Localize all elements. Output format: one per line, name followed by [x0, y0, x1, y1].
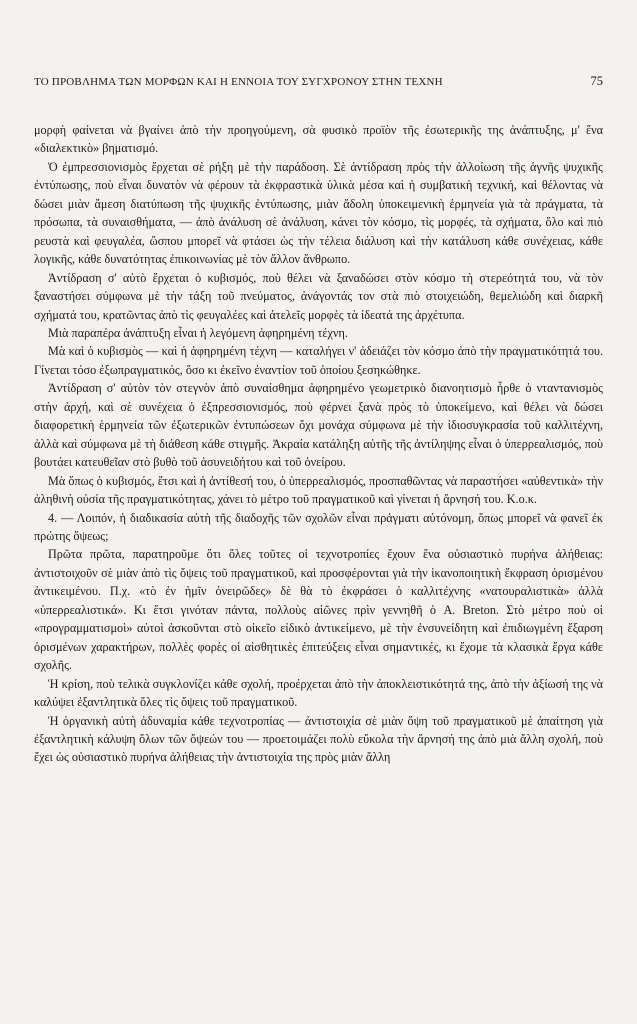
- paragraph: Ἀντίδραση σ' αὐτὸν τὸν στεγνὸν ἀπὸ συναίσθημα ἀφηρημένο γεωμετρικὸ διανοητισμὸ ἦρθε ὁ νταντανισμὸς στὴν ἀρχή, καὶ σὲ συνέχεια ὁ ἐξπρεσσιονισμός, ποὺ φέρνει ξανὰ πρὸς τὸ ὑποκείμενο, καὶ θέλει νὰ δώσει διαφορετικὴ ἑρμηνεία τῶν ἐξωτερικῶν ἐντυπώσεων ὄχι μονάχα σύμφωνα μὲ τὴν ἰδιοσυγκρασία τοῦ καλλιτέχνη, ἀλλὰ καὶ σύμφωνα μὲ τὴ διάθεση κάθε στιγμῆς. Ἀκραία κατάληξη αὐτῆς τῆς ἀντίληψης εἶναι ὁ ὑπερρεαλισμός, ποὺ βουτάει κατευθεῖαν στὸ βυθὸ τοῦ ἀσυνειδήτου καὶ τοῦ ὀνείρου.: [34, 381, 603, 470]
- paragraph: Μιὰ παραπέρα ἀνάπτυξη εἶναι ἡ λεγόμενη ἀφηρημένη τέχνη.: [48, 325, 348, 340]
- paragraph: Μὰ ὅπως ὁ κυβισμός, ἔτσι καὶ ἡ ἀντίθεσή του, ὁ ὑπερρεαλισμός, προσπαθῶντας νὰ παραστήσει «αὐθεντικὰ» τὴν ἀληθινὴ οὐσία τῆς πραγματικότητας, χάνει τὸ μέτρο τοῦ πραγματικοῦ καὶ γίνεται ἡ ἄρνησή του. Κ.ο.κ.: [34, 473, 603, 507]
- body-text: [34, 121, 603, 767]
- paragraph: Πρῶτα πρῶτα, παρατηροῦμε ὅτι ὅλες τοῦτες οἱ τεχνοτροπίες ἔχουν ἕνα οὐσιαστικὸ πυρήνα ἀλήθειας: ἀντιστοιχοῦν σὲ μιὰν ἀπὸ τὶς ὄψεις τοῦ πραγματικοῦ, καὶ προσφέρονται γιὰ τὴν ἱκανοποιητικὴ ἔκφραση ὁρισμένου ἀντικειμένου. Π.χ. «τὸ ἐν ἡμῖν ὀνειρῶδες» δὲ θὰ τὸ ἐκφράσει ὁ καλλιτέχνης «νατουραλιστικὰ» ἀλλὰ «ὑπερρεαλιστικά». Κι ἔτσι γινόταν πάντα, πολλοὺς αἰῶνες πρὶν γεννηθῆ ὁ A. Breton. Στὸ μέτρο ποὺ οἱ «προγραμματισμοὶ» αὐτοὶ ἀσκοῦνται στὸ οἰκεῖο εἰδικὸ ἀντικείμενο, μὲ τὴν ἐνσυνείδητη καὶ ἐπιδιωγμένη ἔξαρση ὁρισμένων χαρακτήρων, πολλὲς φορὲς οἱ αἰσθητικὲς ἐπιτεύξεις εἶναι σημαντικές, κι ἔχομε τὰ κλασικὰ ἔργα κάθε σχολῆς.: [34, 547, 603, 673]
- paragraph: Μὰ καὶ ὁ κυβισμὸς — καὶ ἡ ἀφηρημένη τέχνη — καταλήγει ν' ἀδειάζει τὸν κόσμο ἀπὸ τὴν πραγματικότητά του. Γίνεται τόσο ἐξωπραγματικός, ὅσο κι ἐκεῖνο ἐναντίον τοῦ ὁποίου ξεσηκώθηκε.: [34, 344, 603, 377]
- paragraph: Ἡ κρίση, ποὺ τελικὰ συγκλονίζει κάθε σχολή, προέρχεται ἀπὸ τὴν ἀποκλειστικότητά της, ἀπὸ τὴν ἀξίωσή της νὰ καλύψει ἐξαντλητικὰ ὅλες τὶς ὄψεις τοῦ πραγματικοῦ.: [34, 676, 603, 710]
- page-header: [34, 74, 603, 89]
- paragraph: Ὁ ἐμπρεσσιονισμὸς ἔρχεται σὲ ρήξη μὲ τὴν παράδοση. Σὲ ἀντίδραση πρὸς τὴν ἀλλοίωση τῆς ἁγνῆς ψυχικῆς ἐντύπωσης, ποὺ εἶναι δυνατὸν νὰ φέρουν τὰ ἐκφραστικὰ ὑλικὰ μέσα καὶ ἡ συμβατικὴ τεχνική, καὶ θέλοντας νὰ δώσει μιὰν ἄμεση διατύπωση τῆς ψυχικῆς ἐντύπωσης, μιὰν ἄδολη ὑποκειμενικὴ ἑρμηνεία γιὰ τὰ πράγματα, τὰ πρόσωπα, τὰ συναισθήματα, — ἀπὸ ἀνάλυση σὲ ἀνάλυση, κάνει τὸν κόσμο, τὶς μορφές, τὰ σχήματα, ὅλο καὶ πιὸ ρευστὰ καὶ φευγαλέα, ὥσπου μπορεῖ νὰ φτάσει ὡς τὴν τέλεια διάλυση καὶ τὴν κατάλυση κάθε συνέχειας, κάθε λογικῆς, κάθε δυνατότητας ἐπικοινωνίας μὲ τὸν ἄλλον ἄνθρωπο.: [34, 159, 603, 267]
- paragraph: μορφὴ φαίνεται νὰ βγαίνει ἀπὸ τὴν προηγούμενη, σὰ φυσικὸ προϊὸν τῆς ἐσωτερικῆς της ἀνάπτυξης, μ' ἕνα «διαλεκτικὸ» βηματισμό.: [34, 123, 603, 156]
- paragraph: 4. — Λοιπόν, ἡ διαδικασία αὐτὴ τῆς διαδοχῆς τῶν σχολῶν εἶναι πράγματι αὐτόνομη, ὅπως μπορεῖ νὰ φανεῖ ἐκ πρώτης ὄψεως;: [34, 510, 603, 543]
- paragraph: Ἡ ὀργανικὴ αὐτὴ ἀδυναμία κάθε τεχνοτροπίας — ἀντιστοιχία σὲ μιὰν ὄψη τοῦ πραγματικοῦ μὲ ἀπαίτηση γιὰ ἐξαντλητικὴ κάλυψη ὅλων τῶν ὄψεών του — προετοιμάζει πολὺ εὔκολα τὴν ἄρνησή της ἀπὸ μιὰ ἄλλη σχολή, ποὺ ἔχει ὡς οὐσιαστικὸ πυρήνα ἀλήθειας τὴν ἀντιστοιχία της πρὸς μιὰν ἄλλη: [34, 713, 603, 765]
- paragraph: Ἀντίδραση σ' αὐτὸ ἔρχεται ὁ κυβισμός, ποὺ θέλει νὰ ξαναδώσει στὸν κόσμο τὴ στερεότητά του, νὰ τὸν ξαναστήσει σύμφωνα μὲ τὴν τάξη τοῦ πνεύματος, ἀνάγοντάς τον στὰ πιὸ στοιχειώδη, θεμελιώδη καὶ διαρκῆ σχήματά του, κρατῶντας ἀπὸ τὶς φευγαλέες καὶ ἀτελεῖς μορφὲς τὰ ἰδεατά της ἀρχέτυπα.: [34, 270, 603, 322]
- page-number: 75: [590, 74, 603, 88]
- running-title: ΤΟ ΠΡΟΒΛΗΜΑ ΤΩΝ ΜΟΡΦΩΝ ΚΑΙ Η ΕΝΝΟΙΑ ΤΟΥ ΣΥΓΧΡΟΝΟΥ ΣΤΗΝ ΤΕΧΝΗ: [34, 76, 443, 88]
